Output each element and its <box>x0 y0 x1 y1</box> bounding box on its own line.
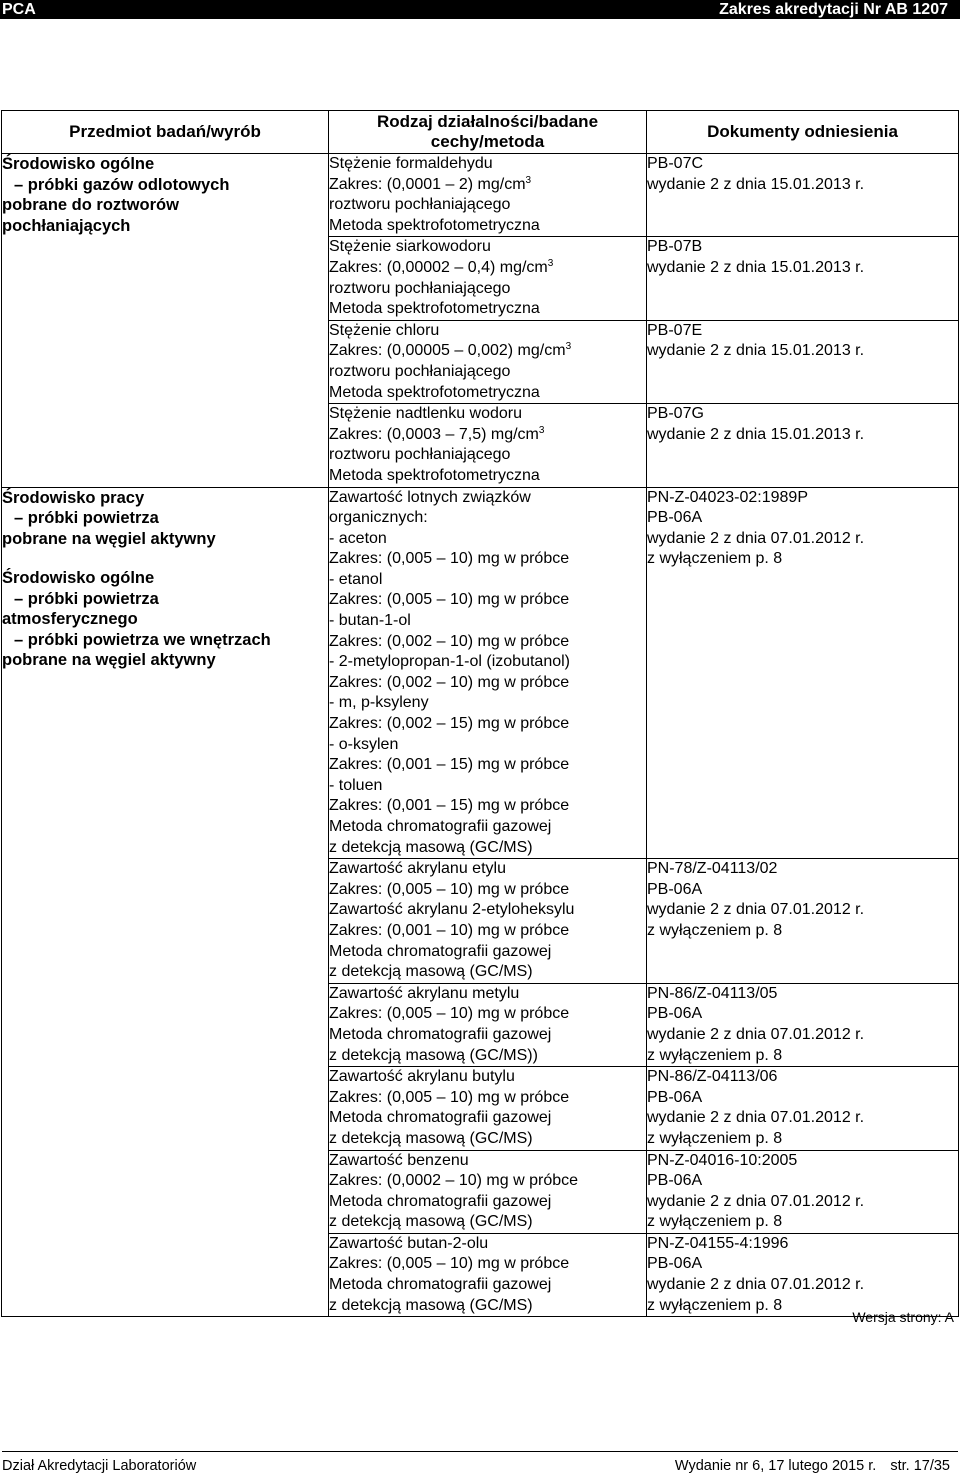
activity-line: z detekcją masową (GC/MS) <box>329 1213 533 1231</box>
activity-range: Zakres: (0,00002 – 0,4) mg/cm <box>329 258 548 276</box>
col-header-activity: Rodzaj działalności/badane cechy/metoda <box>329 111 647 154</box>
activity-line: Zawartość butan-2-olu <box>329 1234 489 1252</box>
activity-line <box>329 258 646 279</box>
activity-line: - toluen <box>329 776 383 794</box>
activity-range: Zakres: (0,0001 – 2) mg/cm <box>329 175 526 193</box>
subject-line: pobrane do roztworów <box>2 196 179 214</box>
activity-line: - butan-1-ol <box>329 612 411 630</box>
activity-line: Metoda spektrofotometryczna <box>329 216 540 234</box>
activity-line: z detekcją masową (GC/MS) <box>329 963 533 981</box>
activity-line: Metoda chromatografii gazowej <box>329 1025 552 1043</box>
document-line: PN-78/Z-04113/02 <box>647 860 778 878</box>
table-row <box>2 154 959 237</box>
document-line: wydanie 2 z dnia 07.01.2012 r. <box>647 1276 865 1294</box>
subject-cell-workplace-air <box>2 487 329 1317</box>
activity-line: Stężenie chloru <box>329 321 440 339</box>
activity-line: roztworu pochłaniającego <box>329 446 511 464</box>
activity-line: Metoda chromatografii gazowej <box>329 942 552 960</box>
superscript: 3 <box>547 257 554 269</box>
document-line: wydanie 2 z dnia 15.01.2013 r. <box>647 425 865 443</box>
subject-line: Środowisko pracy <box>2 488 145 507</box>
activity-cell <box>329 154 647 237</box>
documents-cell <box>647 1233 959 1316</box>
activity-line: z detekcją masową (GC/MS) <box>329 838 533 856</box>
activity-line <box>329 425 646 446</box>
document-line: PB-06A <box>647 1172 703 1190</box>
documents-cell <box>647 404 959 487</box>
documents-cell <box>647 859 959 984</box>
document-line: wydanie 2 z dnia 15.01.2013 r. <box>647 342 865 360</box>
subject-line: Środowisko ogólne <box>2 155 155 173</box>
activity-line <box>329 175 646 196</box>
activity-range: Zakres: (0,00005 – 0,002) mg/cm <box>329 342 566 360</box>
activity-line: Zakres: (0,0002 – 10) mg w próbce <box>329 1172 579 1190</box>
activity-line: Zawartość akrylanu 2-etyloheksylu <box>329 901 575 919</box>
document-line: z wyłączeniem p. 8 <box>647 550 783 568</box>
activity-line: - aceton <box>329 529 387 547</box>
document-line: PB-07G <box>647 405 704 423</box>
document-line: PB-06A <box>647 509 703 527</box>
page-header <box>0 0 960 19</box>
superscript: 3 <box>525 174 532 186</box>
spacer <box>2 549 328 568</box>
activity-line: - etanol <box>329 570 383 588</box>
activity-line: Zakres: (0,001 – 15) mg w próbce <box>329 756 570 774</box>
footer-department: Dział Akredytacji Laboratoriów <box>2 1458 197 1474</box>
document-line: wydanie 2 z dnia 07.01.2012 r. <box>647 1109 865 1127</box>
col-header-subject: Przedmiot badań/wyrób <box>2 111 329 154</box>
document-line: z wyłączeniem p. 8 <box>647 1296 783 1314</box>
activity-line: z detekcją masową (GC/MS) <box>329 1296 533 1314</box>
document-line: PN-Z-04023-02:1989P <box>647 488 808 506</box>
subject-line: Środowisko ogólne <box>2 569 155 587</box>
subject-line: pobrane na węgiel aktywny <box>2 651 216 669</box>
activity-line: Zakres: (0,005 – 10) mg w próbce <box>329 591 570 609</box>
activity-line: Metoda chromatografii gazowej <box>329 1276 552 1294</box>
documents-cell <box>647 154 959 237</box>
document-line: PB-07B <box>647 238 703 256</box>
activity-line: z detekcją masową (GC/MS)) <box>329 1046 538 1064</box>
activity-line: z detekcją masową (GC/MS) <box>329 1129 533 1147</box>
activity-range: Zakres: (0,0003 – 7,5) mg/cm <box>329 425 539 443</box>
document-line: PB-06A <box>647 1005 703 1023</box>
document-line: wydanie 2 z dnia 07.01.2012 r. <box>647 901 865 919</box>
documents-cell <box>647 1150 959 1233</box>
header-org: PCA <box>2 1 36 18</box>
subject-line: pochłaniających <box>2 216 131 235</box>
document-line: wydanie 2 z dnia 07.01.2012 r. <box>647 1192 865 1210</box>
documents-cell <box>647 983 959 1066</box>
superscript: 3 <box>565 341 572 353</box>
activity-cell <box>329 1067 647 1150</box>
documents-cell <box>647 320 959 403</box>
header-title: Zakres akredytacji Nr AB 1207 <box>719 1 948 18</box>
activity-line: Zawartość akrylanu etylu <box>329 860 506 878</box>
activity-line: - 2-metylopropan-1-ol (izobutanol) <box>329 653 570 671</box>
activity-line: Zakres: (0,005 – 10) mg w próbce <box>329 880 570 898</box>
superscript: 3 <box>538 424 545 436</box>
footer-page-number: str. 17/35 <box>890 1458 950 1474</box>
document-line: z wyłączeniem p. 8 <box>647 921 783 939</box>
activity-line: Metoda chromatografii gazowej <box>329 1109 552 1127</box>
activity-cell <box>329 404 647 487</box>
subject-line: – próbki powietrza we wnętrzach <box>14 630 271 649</box>
document-line: PN-86/Z-04113/06 <box>647 1068 778 1086</box>
document-line: wydanie 2 z dnia 07.01.2012 r. <box>647 1025 865 1043</box>
documents-cell <box>647 487 959 859</box>
activity-line: Zakres: (0,005 – 10) mg w próbce <box>329 1005 570 1023</box>
accreditation-scope-table <box>1 110 959 1317</box>
activity-line: Stężenie nadtlenku wodoru <box>329 405 523 423</box>
activity-cell <box>329 983 647 1066</box>
activity-line: Zakres: (0,005 – 10) mg w próbce <box>329 1255 570 1273</box>
activity-line: Stężenie siarkowodoru <box>329 238 491 256</box>
col-header-documents: Dokumenty odniesienia <box>647 111 959 154</box>
document-line: PN-Z-04016-10:2005 <box>647 1151 798 1169</box>
activity-line: Stężenie formaldehydu <box>329 155 493 172</box>
activity-line: Zawartość lotnych związków <box>329 488 531 506</box>
subject-line: – próbki powietrza <box>14 589 159 608</box>
activity-line: - o-ksylen <box>329 735 399 753</box>
activity-cell <box>329 1233 647 1316</box>
document-line: wydanie 2 z dnia 15.01.2013 r. <box>647 175 865 193</box>
activity-line: Metoda chromatografii gazowej <box>329 1192 552 1210</box>
activity-cell <box>329 487 647 859</box>
activity-cell <box>329 1150 647 1233</box>
table-header-row <box>2 111 959 154</box>
activity-line: Zakres: (0,005 – 10) mg w próbce <box>329 1088 570 1106</box>
activity-cell <box>329 320 647 403</box>
footer-divider <box>2 1451 958 1452</box>
subject-line: – próbki powietrza <box>14 509 159 527</box>
document-line: z wyłączeniem p. 8 <box>647 1213 783 1231</box>
document-line: PB-06A <box>647 1255 703 1273</box>
documents-cell <box>647 237 959 320</box>
document-line: PB-06A <box>647 880 703 898</box>
subject-cell-general-env-gases <box>2 154 329 488</box>
footer-edition-info <box>665 1458 950 1474</box>
activity-line: Metoda spektrofotometryczna <box>329 300 540 318</box>
document-line: wydanie 2 z dnia 07.01.2012 r. <box>647 529 865 547</box>
activity-line: roztworu pochłaniającego <box>329 279 511 297</box>
activity-line: roztworu pochłaniającego <box>329 362 511 380</box>
activity-line: roztworu pochłaniającego <box>329 196 511 214</box>
document-line: PN-86/Z-04113/05 <box>647 984 778 1002</box>
activity-cell <box>329 859 647 984</box>
subject-line: – próbki gazów odlotowych <box>14 175 230 194</box>
activity-cell <box>329 237 647 320</box>
activity-line: Zakres: (0,005 – 10) mg w próbce <box>329 550 570 568</box>
document-line: PB-07E <box>647 321 703 339</box>
document-line: z wyłączeniem p. 8 <box>647 1046 783 1064</box>
document-line: wydanie 2 z dnia 15.01.2013 r. <box>647 258 865 276</box>
footer-edition: Wydanie nr 6, 17 lutego 2015 r. <box>674 1458 877 1474</box>
activity-line: Zakres: (0,002 – 15) mg w próbce <box>329 715 570 733</box>
page-version: Wersja strony: A <box>852 1309 954 1325</box>
document-line: z wyłączeniem p. 8 <box>647 1129 783 1147</box>
documents-cell <box>647 1067 959 1150</box>
subject-line: pobrane na węgiel aktywny <box>2 529 216 548</box>
activity-line: Zakres: (0,002 – 10) mg w próbce <box>329 673 570 691</box>
activity-line: Metoda chromatografii gazowej <box>329 818 552 835</box>
activity-line <box>329 341 646 362</box>
activity-line: organicznych: <box>329 509 428 527</box>
activity-line: Zawartość benzenu <box>329 1151 469 1169</box>
document-line: PB-07C <box>647 155 704 172</box>
activity-line: Zakres: (0,002 – 10) mg w próbce <box>329 632 570 650</box>
activity-line: Zakres: (0,001 – 10) mg w próbce <box>329 921 570 939</box>
activity-line: Metoda spektrofotometryczna <box>329 383 540 401</box>
document-line: PN-Z-04155-4:1996 <box>647 1234 789 1252</box>
activity-line: Zawartość akrylanu metylu <box>329 984 520 1002</box>
document-line: PB-06A <box>647 1088 703 1106</box>
activity-line: Metoda spektrofotometryczna <box>329 466 540 484</box>
activity-line: Zawartość akrylanu butylu <box>329 1068 515 1086</box>
table-row <box>2 487 959 859</box>
activity-line: - m, p-ksyleny <box>329 694 429 712</box>
subject-line: atmosferycznego <box>2 610 138 628</box>
activity-line: Zakres: (0,001 – 15) mg w próbce <box>329 797 570 815</box>
